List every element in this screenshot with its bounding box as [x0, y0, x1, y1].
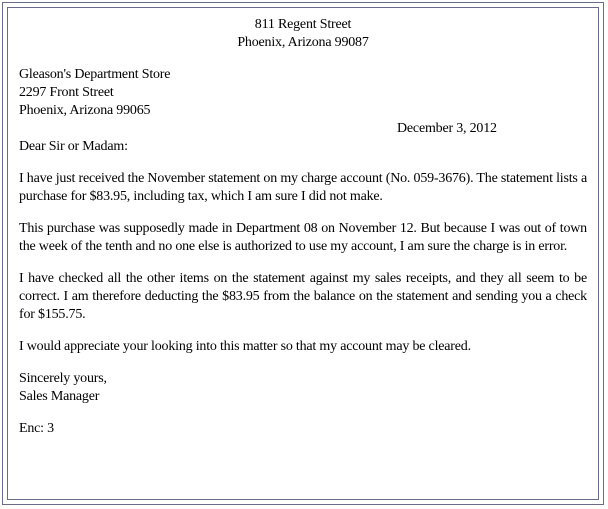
paragraph-4: I would appreciate your looking into this matter so that my account may be cleared. [19, 339, 471, 354]
enclosure-note: Enc: 3 [19, 421, 54, 436]
paragraph-1: I have just received the November statement on my charge account (No. 059-3676). The statement lists a purchase for $83.95, including tax, which I am sure I did not make. [19, 171, 587, 204]
sender-address [19, 16, 587, 52]
sender-city: Phoenix, Arizona 99087 [237, 35, 369, 50]
letter-body [19, 16, 587, 438]
sender-street: 811 Regent Street [254, 17, 352, 32]
recipient-name: Gleason's Department Store [19, 67, 171, 82]
recipient-street: 2297 Front Street [19, 85, 114, 100]
letter-date: December 3, 2012 [397, 121, 497, 136]
salutation: Dear Sir or Madam: [19, 139, 128, 154]
signature-title: Sales Manager [19, 389, 100, 404]
closing: Sincerely yours, [19, 371, 107, 386]
paragraph-2: This purchase was supposedly made in Department 08 on November 12. But because I was out of town the week of the tenth and no one else is authorized to use my account, I am sure the charge is in error. [19, 221, 587, 254]
recipient-address [19, 66, 587, 120]
recipient-city: Phoenix, Arizona 99065 [19, 103, 151, 118]
paragraph-3: I have checked all the other items on the statement against my sales receipts, and they all seem to be correct. I am therefore deducting the $83.95 from the balance on the statement and sending you a check for $155.75. [19, 271, 587, 322]
